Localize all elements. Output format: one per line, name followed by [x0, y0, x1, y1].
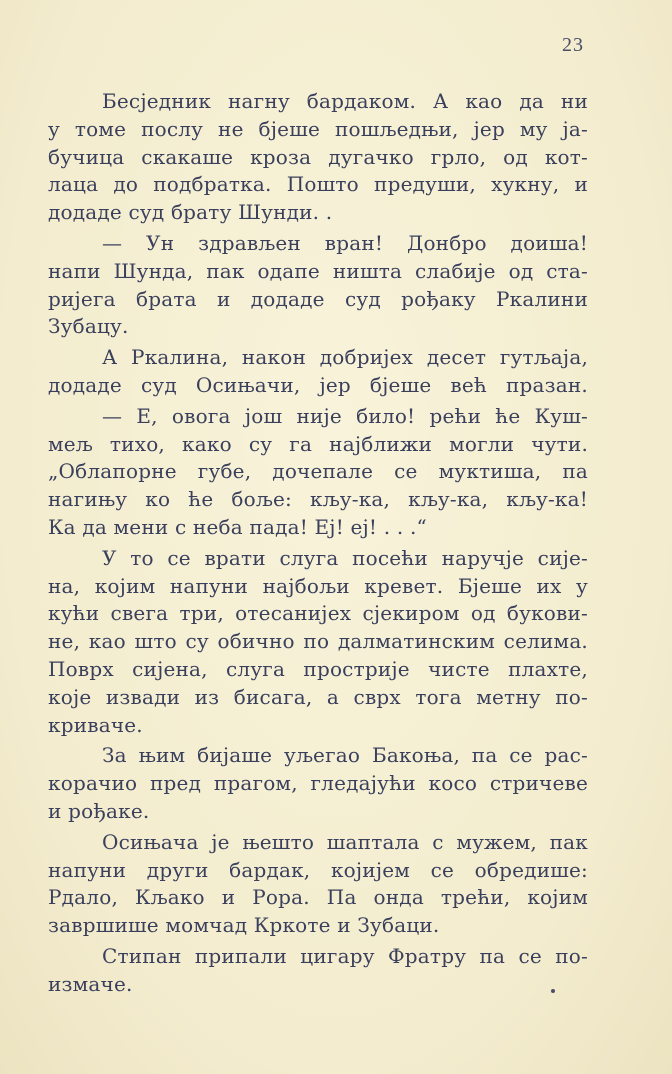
text-line: А Ркалина, након добријех десет гутљаја,	[102, 345, 588, 370]
ink-dot	[551, 989, 555, 993]
text-line: мељ тихо, како су га најближи могли чути.	[48, 431, 588, 456]
text-line: Рдало, Кљако и Рора. Па онда трећи, којим	[48, 885, 588, 910]
text-line: — Ун здрављен вран! Донбро доиша!	[102, 230, 588, 255]
text-line: напуни други бардак, којијем се обредише:	[48, 857, 588, 882]
text-line: Поврх сијена, слуга простриje чисте плахте,	[48, 656, 588, 681]
body-text	[48, 88, 588, 999]
text-line: Осињача је њешто шаптала с мужем, пак	[102, 829, 588, 854]
text-line: и рођаке.	[48, 798, 150, 823]
text-line: корачио пред прагом, гледајући косо стричеве	[48, 771, 588, 796]
text-line: „Облапорне губе, дочепале се муктиша, па	[48, 459, 588, 484]
text-line: ријега брата и додаде суд рођаку Ркалини	[48, 286, 588, 311]
text-line: завршише момчад Кркоте и Зубаци.	[48, 913, 440, 938]
text-line: на, којим напуни најбољи кревет. Бјеше их у	[48, 573, 588, 598]
page-number: 23	[562, 34, 584, 56]
text-line: додаде суд Осињачи, јер бјеше већ празан.	[48, 372, 588, 397]
text-line: бучица скакаше кроза дугачко грло, од кот-	[48, 144, 588, 169]
text-line: Стипан припали цигару Фратру па се по-	[102, 943, 588, 968]
text-line: измаче.	[48, 971, 133, 996]
text-line: које извади из бисага, а сврх тога метну по-	[48, 684, 588, 709]
text-line: За њим бијаше уљегао Бакоња, па се рас-	[102, 743, 588, 768]
text-line: У то се врати слуга посећи наручје сије-	[102, 545, 588, 570]
text-line: криваче.	[48, 712, 143, 737]
text-line: Зубацу.	[48, 314, 129, 339]
text-line: напи Шунда, пак одапе ништа слабије од ста-	[48, 258, 588, 283]
text-line: у томе послу не бјеше пошљедњи, јер му ја-	[48, 116, 588, 141]
text-line: нагињу ко ће боље: кљу-ка, кљу-ка, кљу-ка!	[48, 487, 588, 512]
text-line: не, као што су обично по далматинским селима.	[48, 629, 588, 654]
text-line: додаде суд брату Шунди. .	[48, 200, 333, 225]
text-line: — Е, овога још није било! рећи ће Куш-	[102, 403, 588, 428]
text-line: Ка да мени с неба пада! Ej! ej! . . .“	[48, 514, 427, 539]
text-line: кући свега три, отесанијех сјекиром од букови-	[48, 601, 588, 626]
text-line: лаца до подбратка. Пошто предуши, хукну, и	[48, 172, 588, 197]
text-line: Бесједник нагну бардаком. А као да ни	[102, 89, 588, 113]
